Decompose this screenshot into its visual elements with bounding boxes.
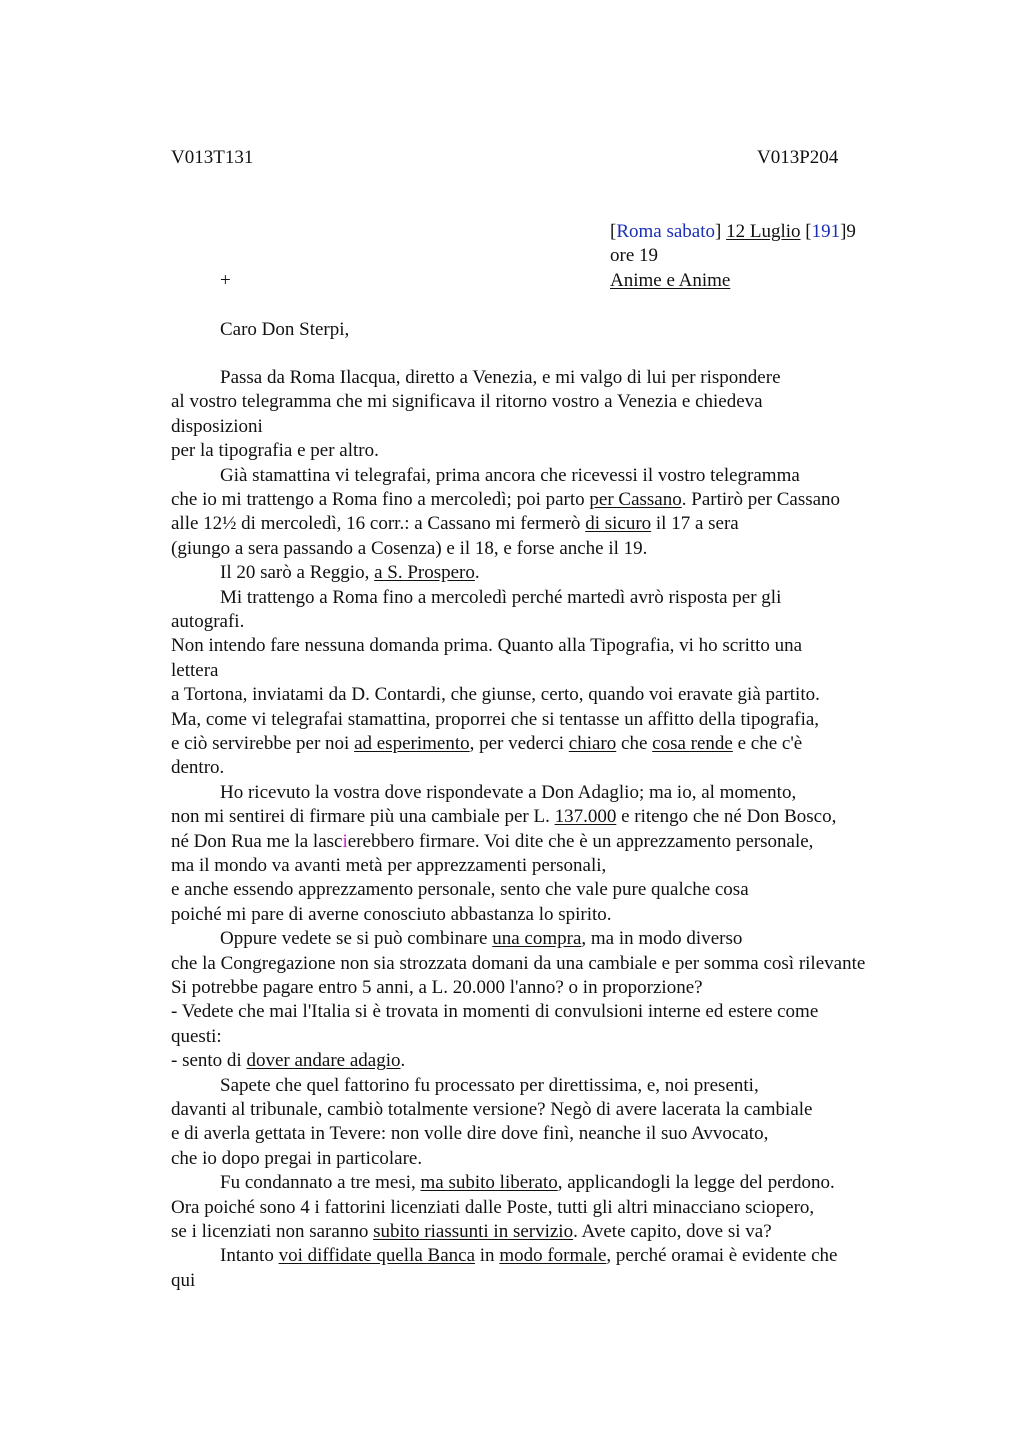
text-line: qui xyxy=(171,1269,196,1291)
text-line xyxy=(220,927,742,951)
place-name: Roma sabato xyxy=(616,221,716,242)
document-code-left: V013T131 xyxy=(171,147,254,168)
underlined-text: per Cassano xyxy=(589,489,682,510)
text-span: . xyxy=(474,562,480,584)
underlined-text: ad esperimento xyxy=(354,733,470,754)
text-span: Fu condannato a tre mesi, xyxy=(220,1172,421,1194)
motto-text: Anime e Anime xyxy=(610,270,731,291)
text-line: Ho ricevuto la vostra dove rispondevate a Don Adaglio; ma io, al momento, xyxy=(220,781,797,803)
text-span: . Partirò per Cassano xyxy=(681,489,841,510)
text-span: . xyxy=(400,1050,406,1072)
text-line xyxy=(171,488,840,512)
underlined-text: cosa rende xyxy=(652,733,733,754)
text-span: e ritengo che né Don Bosco, xyxy=(616,806,837,828)
text-line xyxy=(171,830,813,854)
text-span: , per vederci xyxy=(469,733,569,754)
text-line: Ora poiché sono 4 i fattorini licenziati dalle Poste, tutti gli altri minacciano sciopero, xyxy=(171,1196,815,1218)
text-line: Passa da Roma Ilacqua, diretto a Venezia, e mi valgo di lui per rispondere xyxy=(220,367,781,388)
text-line: Mi trattengo a Roma fino a mercoledì perché martedì avrò risposta per gli xyxy=(220,586,782,608)
text-span: che io mi trattengo a Roma fino a mercoledì; poi parto xyxy=(171,489,590,510)
text-line: Non intendo fare nessuna domanda prima. Quanto alla Tipografia, vi ho scritto una xyxy=(171,635,803,657)
text-line xyxy=(171,1049,405,1073)
text-span: in xyxy=(475,1245,500,1267)
text-span: non mi sentirei di firmare più una cambiale per L. xyxy=(171,806,555,828)
text-line: e di averla gettata in Tevere: non volle dire dove finì, neanche il suo Avvocato, xyxy=(171,1123,769,1145)
underlined-text: subito riassunti in servizio xyxy=(373,1221,574,1242)
text-span: alle 12½ di mercoledì, 16 corr.: a Cassano mi fermerò xyxy=(171,513,586,535)
text-line: che la Congregazione non sia strozzata domani da una cambiale e per somma così rilevante xyxy=(171,952,866,974)
year-end: ]9 xyxy=(840,221,856,242)
salutation: Caro Don Sterpi, xyxy=(220,319,350,340)
text-line xyxy=(220,1171,835,1195)
underlined-text: 137.000 xyxy=(554,806,617,828)
underlined-text: chiaro xyxy=(568,733,617,754)
year-fragment: 191 xyxy=(811,221,841,242)
text-line: Si potrebbe pagare entro 5 anni, a L. 20.000 l'anno? o in proporzione? xyxy=(171,977,703,998)
text-line: Sapete che quel fattorino fu processato per direttissima, e, noi presenti, xyxy=(220,1074,759,1096)
bracket: [ xyxy=(610,221,617,242)
text-line: Già stamattina vi telegrafai, prima ancora che ricevessi il vostro telegramma xyxy=(220,464,800,486)
text-line: per la tipografia e per altro. xyxy=(171,440,379,462)
text-line: lettera xyxy=(171,659,219,681)
text-line: (giungo a sera passando a Cosenza) e il 18, e forse anche il 19. xyxy=(171,537,648,559)
text-span: e che c'è xyxy=(732,733,803,754)
text-span: , perché oramai è evidente che xyxy=(606,1245,838,1267)
text-span: , applicandogli la legge del perdono. xyxy=(557,1172,835,1194)
date: 12 Luglio xyxy=(726,221,801,242)
cross-symbol: + xyxy=(220,270,231,291)
text-span: . Avete capito, dove si va? xyxy=(573,1221,772,1242)
text-line: questi: xyxy=(171,1025,222,1047)
underlined-text: di sicuro xyxy=(585,513,652,535)
underlined-text: a S. Prospero xyxy=(374,562,475,584)
text-line xyxy=(171,1220,772,1244)
text-line: Ma, come vi telegrafai stamattina, proporrei che si tentasse un affitto della tipografia, xyxy=(171,708,820,730)
time: ore 19 xyxy=(610,245,659,266)
text-line: al vostro telegramma che mi significava il ritorno vostro a Venezia e chiedeva xyxy=(171,391,763,413)
text-span: Oppure vedete se si può combinare xyxy=(220,928,493,950)
bracket: [ xyxy=(800,221,812,242)
document-code-right: V013P204 xyxy=(757,147,839,168)
motto xyxy=(610,269,730,293)
text-line: - Vedete che mai l'Italia si è trovata in momenti di convulsioni interne ed estere come xyxy=(171,1001,819,1023)
text-line: disposizioni xyxy=(171,415,263,437)
underlined-text: una compra xyxy=(492,928,582,950)
dateline xyxy=(610,220,856,244)
underlined-text: modo formale xyxy=(499,1245,607,1267)
text-line: davanti al tribunale, cambiò totalmente versione? Negò di avere lacerata la cambiale xyxy=(171,1099,813,1120)
text-span: né Don Rua me la lasc xyxy=(171,830,343,852)
text-line: autografi. xyxy=(171,611,245,632)
text-line: a Tortona, inviatami da D. Contardi, che giunse, certo, quando voi eravate già partito. xyxy=(171,684,820,706)
text-line xyxy=(171,805,836,829)
text-span: erebbero firmare. Voi dite che è un apprezzamento personale, xyxy=(347,830,814,852)
text-line: ma il mondo va avanti metà per apprezzamenti personali, xyxy=(171,855,607,876)
text-line xyxy=(171,512,739,536)
text-line xyxy=(220,1244,837,1268)
text-span: Intanto xyxy=(220,1245,279,1267)
text-line: dentro. xyxy=(171,757,225,779)
text-line: poiché mi pare di averne conosciuto abbastanza lo spirito. xyxy=(171,903,612,925)
text-span: se i licenziati non saranno xyxy=(171,1221,374,1242)
text-span: Il 20 sarò a Reggio, xyxy=(220,562,375,584)
text-span: , ma in modo diverso xyxy=(581,928,743,950)
underlined-text: dover andare adagio xyxy=(246,1050,401,1072)
text-line: che io dopo pregai in particolare. xyxy=(171,1147,423,1169)
bracket: ] xyxy=(715,221,727,242)
underlined-text: ma subito liberato xyxy=(420,1172,558,1194)
text-span: e ciò servirebbe per noi xyxy=(171,733,355,754)
underlined-text: voi diffidate quella Banca xyxy=(278,1245,476,1267)
text-line xyxy=(220,561,480,585)
text-line: e anche essendo apprezzamento personale, sento che vale pure qualche cosa xyxy=(171,879,749,901)
highlighted-letter: i xyxy=(342,830,348,852)
text-span: che xyxy=(616,733,653,754)
text-span: il 17 a sera xyxy=(651,513,739,535)
text-line xyxy=(171,732,802,756)
text-span: - sento di xyxy=(171,1050,247,1072)
